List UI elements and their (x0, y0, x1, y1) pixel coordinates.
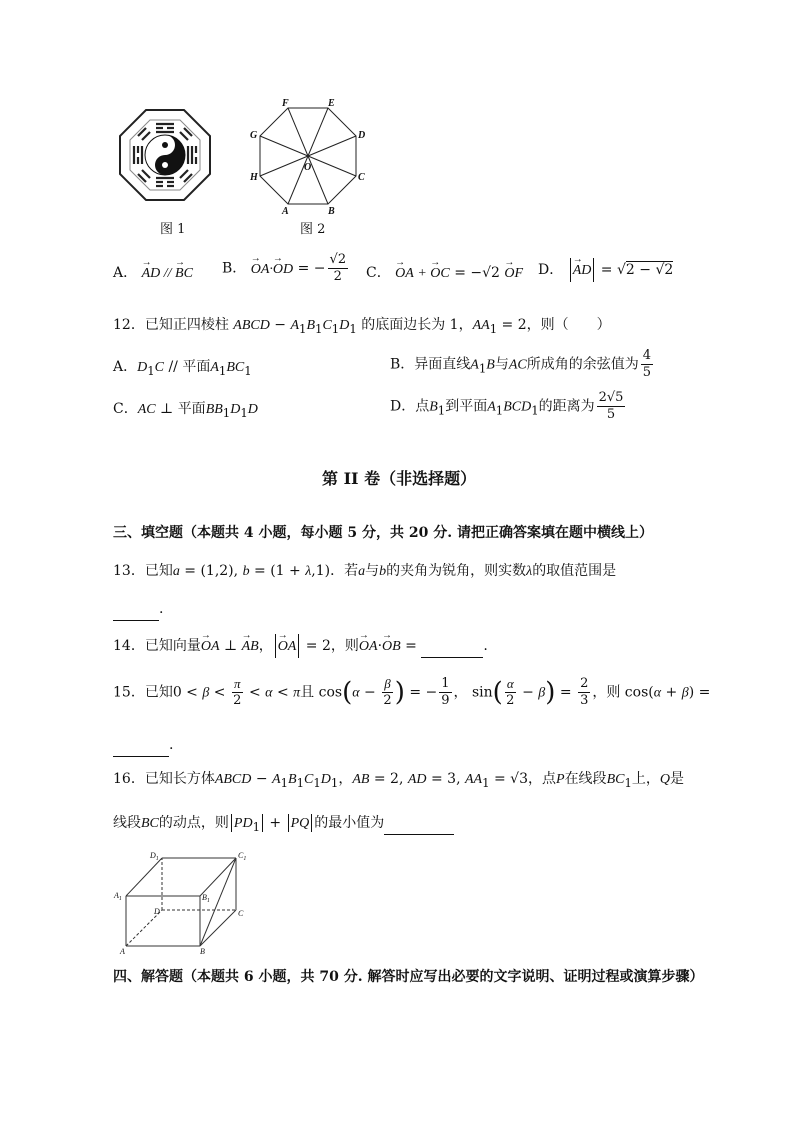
label-F: F (282, 98, 289, 109)
label-C: C (358, 172, 365, 183)
q16-answer-blank[interactable] (384, 812, 454, 835)
figure-2 (244, 98, 374, 218)
label-A1: $A_1$ (114, 891, 122, 902)
q15-answer-blank[interactable]: . (113, 734, 173, 757)
section-2-title: 第 II 卷（非选择题） (322, 469, 477, 488)
q16-line1: 16．已知长方体ABCD − $A_1B_1C_1D_1$，AB = 2, AD = 3, $AA_1 = √3$，点P在线段$BC_1$上，Q是 (113, 771, 684, 790)
figure-2-caption: 图 2 (300, 222, 326, 237)
q14-answer-blank[interactable] (421, 635, 483, 658)
octagon-diagram (244, 98, 374, 218)
label-D1: $D_1$ (150, 851, 159, 862)
label-B1: $B_1$ (202, 893, 210, 904)
label-C1: $C_1$ (238, 851, 247, 862)
q12-option-b: B．异面直线$A_1B$与AC所成角的余弦值为 $\frac{4}{5}$ (390, 348, 652, 380)
cuboid-figure (112, 848, 252, 958)
q11-option-a: A． → AD // → BC (113, 262, 193, 285)
bagua-taiji-illustration (118, 108, 212, 202)
figure-1 (118, 108, 212, 202)
label-G: G (250, 130, 258, 141)
label-C: C (238, 909, 244, 918)
label-B: B (328, 206, 335, 217)
label-B: B (200, 947, 205, 956)
q14: 14．已知向量→ OA ⊥ → AB，→ OA = 2，则→ OA·→ OB = . (113, 634, 488, 658)
label-D: D (358, 130, 366, 141)
q12-option-d: D．点$B_1$到平面$A_1BCD_1$的距离为 $\frac{2√5}{5}$ (390, 390, 624, 422)
label-O: O (304, 162, 312, 173)
label-A: A (120, 947, 125, 956)
q12-option-c: C．AC ⊥ 平面$BB_1D_1D$ (113, 401, 258, 420)
q15: 15．已知0 < β < $\frac{\pi}{2}$ < α < π且 cos(α − $\frac{\beta}{2}$ ) = − $\frac{1}{9}$ ， sin( $\frac{\alpha}{2}$ − β) = $\frac{2}{3}$ ，则 cos(α + β) = (113, 676, 711, 708)
q16-line2: 线段BC的动点，则 $PD_1$ + PQ 的最小值为 (113, 812, 454, 838)
cuboid-diagram (112, 848, 252, 958)
q11-option-d: D． → AD = √2 − √2 (538, 258, 673, 282)
section-4-title: 四、解答题（本题共 6 小题，共 70 分. 解答时应写出必要的文字说明、证明过程或演算步骤） (113, 969, 704, 985)
section-3-title: 三、填空题（本题共 4 小题，每小题 5 分，共 20 分. 请把正确答案填在题中横线上） (113, 525, 653, 541)
label-H: H (250, 172, 258, 183)
label-E: E (328, 98, 335, 109)
label-D: D (154, 907, 160, 916)
q12-option-a: A．$D_1C$ // 平面$A_1BC_1$ (113, 359, 252, 378)
label-A: A (282, 206, 289, 217)
q11-option-b: B． → OA·→ OD = − $\frac{√2}{2}$ (222, 252, 350, 285)
q12-stem: 12．已知正四棱柱 ABCD − $A_1B_1C_1D_1$ 的底面边长为 1，$AA_1 = 2$，则（ ） (113, 317, 611, 336)
figure-1-caption: 图 1 (160, 222, 186, 237)
q13: 13．已知a = (1,2), b = (1 + λ,1)．若a与b的夹角为锐角，则实数λ的取值范围是 (113, 563, 617, 579)
q11-option-c: C． → OA + → OC = −√2 → OF (366, 262, 523, 285)
q13-answer-blank[interactable]: . (113, 598, 163, 621)
